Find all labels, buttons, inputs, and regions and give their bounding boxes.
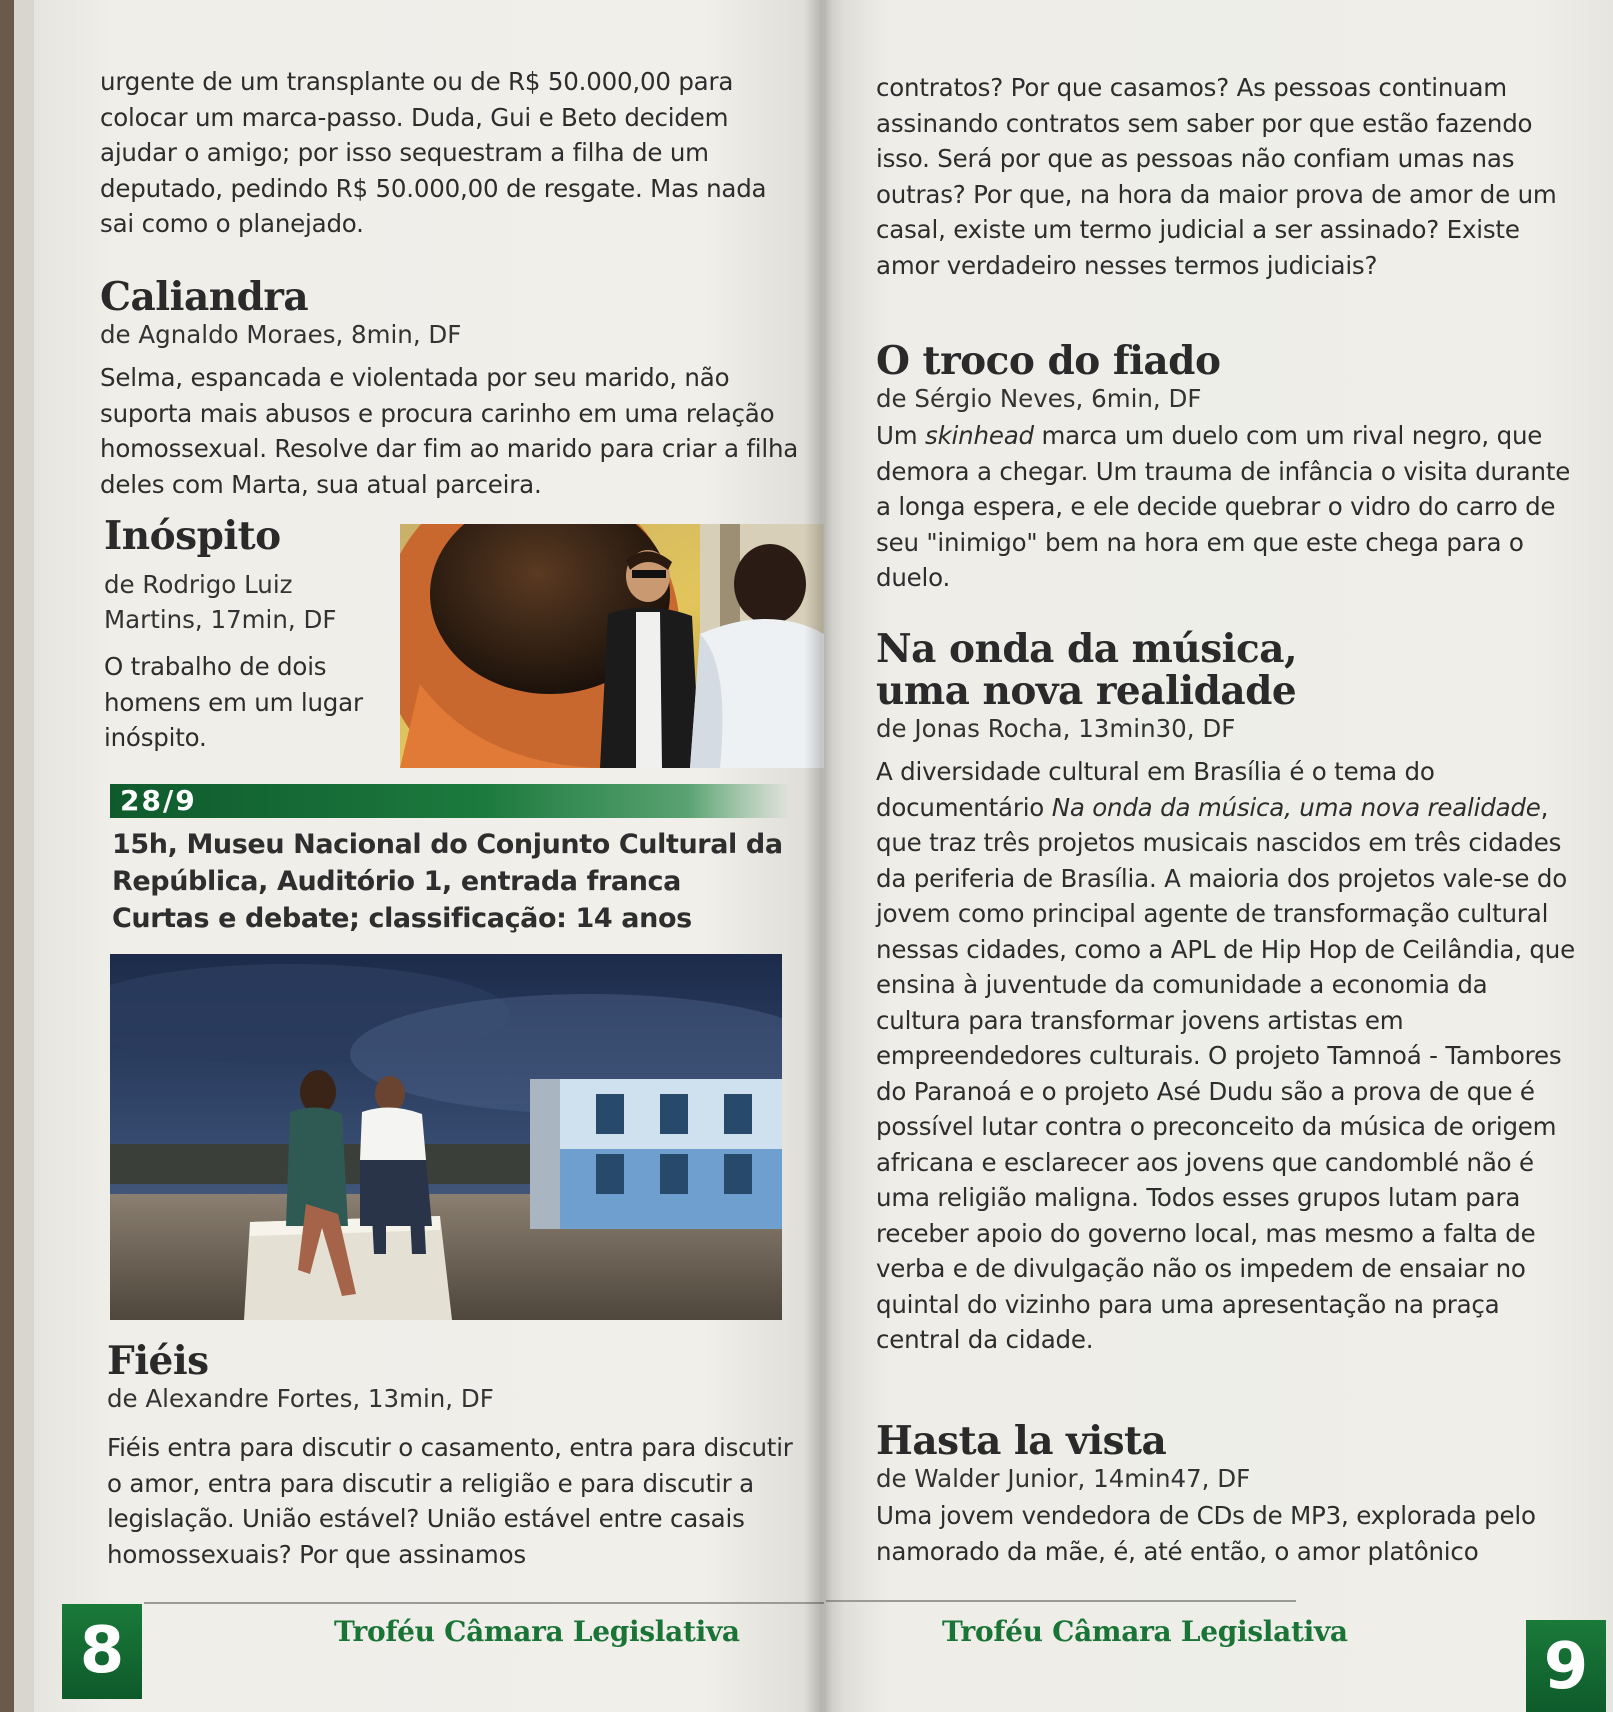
film-title: Inóspito — [104, 513, 281, 559]
footer-title: Troféu Câmara Legislativa — [334, 1615, 740, 1648]
footer-rule — [826, 1600, 1296, 1602]
synopsis-text: Um — [876, 421, 925, 450]
synopsis-text: A diversidade cultural em Brasília é o tema do documentário — [876, 757, 1435, 822]
film-synopsis: O trabalho de dois homens em um lugar inóspito. — [104, 652, 363, 752]
film-troco-do-fiado — [876, 340, 1576, 596]
right-intro-text: contratos? Por que casamos? As pessoas continuam assinando contratos sem saber por que estão fazendo isso. Será por que as pessoas não confiam umas nas outras? Por que, na hora da maior prova de amor de um casal, existe um termo judicial a ser assinado? Existe amor verdadeiro nesses termos judiciais? — [876, 73, 1557, 280]
film-synopsis: Selma, espancada e violentada por seu marido, não suporta mais abusos e procura carinho em uma relação homossexual. Resolve dar fim ao marido para criar a filha deles com Marta, sua atual parceira. — [100, 363, 799, 499]
film-credit: de Walder Junior, 14min47, DF — [876, 1464, 1251, 1493]
left-intro-text: urgente de um transplante ou de R$ 50.000,00 para colocar um marca-passo. Duda, Gui e Beto decidem ajudar o amigo; por isso sequestram a filha de um deputado, pedindo R$ 50.000,00 de resgate. Mas nada sai como o planejado. — [100, 67, 767, 238]
film-title: Caliandra — [100, 274, 309, 320]
synopsis-text: marca um duelo com um rival negro, que demora a chegar. Um trauma de infância o visita durante a longa espera, e ele decide quebrar o vidro do carro de seu "inimigo" bem na hora em que este chega para o duelo. — [876, 421, 1571, 592]
page-right — [826, 0, 1613, 1712]
film-title-line: uma nova realidade — [876, 668, 1297, 714]
film-credit: de Agnaldo Moraes, 8min, DF — [100, 320, 462, 349]
fieis-still-photo — [110, 954, 782, 1320]
left-intro — [100, 64, 800, 242]
film-title: Hasta la vista — [876, 1418, 1167, 1464]
date-header: 28/9 — [110, 784, 790, 818]
inospito-still-image — [400, 524, 824, 768]
film-hasta-la-vista — [876, 1420, 1576, 1569]
session-info — [112, 826, 812, 937]
footer-title: Troféu Câmara Legislativa — [942, 1615, 1348, 1648]
film-credit: de Sérgio Neves, 6min, DF — [876, 384, 1202, 413]
film-title: Fiéis — [107, 1338, 209, 1384]
session-rating: Curtas e debate; classificação: 14 anos — [112, 903, 692, 934]
fieis-still-image — [110, 954, 782, 1320]
film-title-line: Na onda da música, — [876, 626, 1298, 672]
film-caliandra — [100, 276, 800, 502]
right-intro — [876, 70, 1576, 283]
film-synopsis — [876, 754, 1576, 1358]
synopsis-emphasis: Na onda da música, uma nova realidade — [1051, 792, 1541, 822]
film-credit: de Rodrigo Luiz Martins, 17min, DF — [104, 570, 337, 634]
film-inospito — [104, 515, 374, 756]
film-credit: de Jonas Rocha, 13min30, DF — [876, 714, 1236, 743]
film-credit: de Alexandre Fortes, 13min, DF — [107, 1384, 494, 1413]
film-synopsis — [876, 418, 1576, 596]
gutter-shadow — [804, 0, 844, 1712]
session-location: 15h, Museu Nacional do Conjunto Cultural da República, Auditório 1, entrada franca — [112, 829, 783, 897]
page-number: 9 — [1526, 1620, 1606, 1712]
page-number: 8 — [62, 1604, 142, 1699]
booklet-spread — [14, 0, 1613, 1712]
page-left — [34, 0, 824, 1712]
film-title: O troco do fiado — [876, 338, 1221, 384]
film-synopsis: Fiéis entra para discutir o casamento, entra para discutir o amor, entra para discutir a religião e para discutir a legislação. União estável? União estável entre casais homossexuais? Por que assinamos — [107, 1433, 793, 1569]
synopsis-emphasis: skinhead — [925, 421, 1034, 450]
footer-rule — [144, 1602, 824, 1604]
film-synopsis: Uma jovem vendedora de CDs de MP3, explorada pelo namorado da mãe, é, até então, o amor platônico — [876, 1501, 1536, 1566]
inospito-still-photo — [400, 524, 824, 768]
synopsis-text: , que traz três projetos musicais nascidos em três cidades da periferia de Brasília. A maioria dos projetos vale-se do jovem como principal agente de transformação cultural nessas cidades, como a APL de Hip Hop de Ceilândia, que ensina à juventude da comunidade a economia da cultura para transformar jovens artistas em empreendedores culturais. O projeto Tamnoá - Tambores do Paranoá e o projeto Asé Dudu são a prova de que é possível lutar contra o preconceito da música de origem africana e esclarecer aos jovens que candomblé não é uma religião maligna. Todos esses grupos lutam para receber apoio do governo local, mas mesmo a falta de verba e de divulgação não os impedem de ensaiar no quintal do vizinho para uma apresentação na praça central da cidade. — [876, 792, 1575, 1354]
film-na-onda-da-musica — [876, 628, 1576, 1358]
film-title — [876, 628, 1576, 712]
film-fieis — [107, 1340, 807, 1572]
